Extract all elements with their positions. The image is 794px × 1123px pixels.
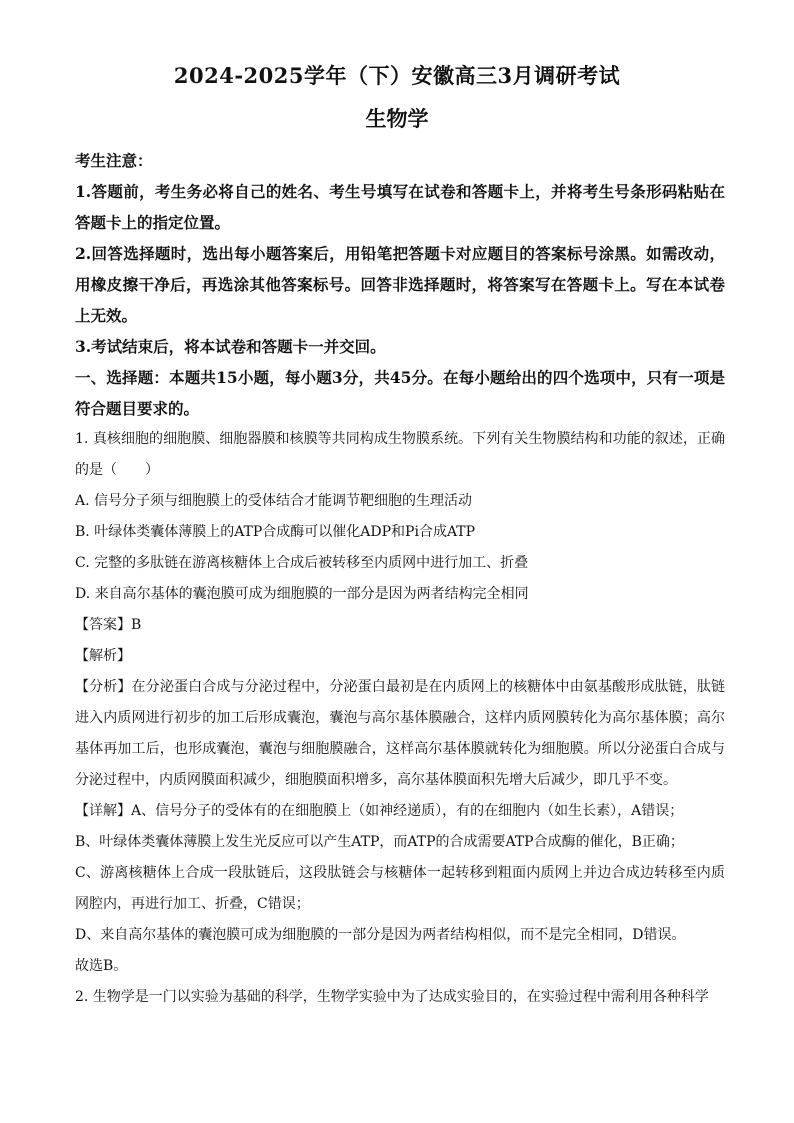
option-b: B. 叶绿体类囊体薄膜上的ATP合成酶可以催化ADP和Pi合成ATP <box>75 524 476 540</box>
fenxi-label: 【分析】 <box>75 679 132 695</box>
xiangjie-label: 【详解】 <box>75 803 131 819</box>
xiangjie-d: D、来自高尔基体的囊泡膜可成为细胞膜的一部分是因为两者结构相似，而不是完全相同，D错误。 <box>75 927 686 943</box>
option-a: A. 信号分子须与细胞膜上的受体结合才能调节靶细胞的生理活动 <box>75 493 473 509</box>
answer-label: 【答案】 <box>75 617 131 633</box>
subject-title: 生物学 <box>365 106 429 131</box>
option-d: D. 来自高尔基体的囊泡膜可成为细胞膜的一部分是因为两者结构完全相同 <box>75 586 529 602</box>
page-title: 2024-2025学年（下）安徽高三3月调研考试 <box>173 63 621 88</box>
fenxi-paragraph <box>75 672 725 796</box>
notice-item-1: 1.答题前，考生务必将自己的姓名、考生号填写在试卷和答题卡上，并将考生号条形码粘贴在答题卡上的指定位置。 <box>75 182 725 232</box>
fenxi-text: 在分泌蛋白合成与分泌过程中，分泌蛋白最初是在内质网上的核糖体中由氨基酸形成肽链，肽链进入内质网进行初步的加工后形成囊泡，囊泡与高尔基体膜融合，这样内质网膜转化为高尔基体膜；高尔基体再加工后，也形成囊泡，囊泡与细胞膜融合，这样高尔基体膜就转化为细胞膜。所以分泌蛋白合成与分泌过程中，内质网膜面积减少，细胞膜面积增多，高尔基体膜面积先增大后减少，即几乎不变。 <box>75 679 726 788</box>
notice-item-3: 3.考试结束后，将本试卷和答题卡一并交回。 <box>75 337 386 356</box>
xiangjie-a-text: A、信号分子的受体有的在细胞膜上（如神经递质），有的在细胞内（如生长素），A错误； <box>131 803 684 819</box>
question-stem: 1. 真核细胞的细胞膜、细胞器膜和核膜等共同构成生物膜系统。下列有关生物膜结构和功能的叙述，正确的是（ ） <box>75 431 725 478</box>
question-2-stem: 2. 生物学是一门以实验为基础的科学，生物学实验中为了达成实验目的，在实验过程中需利用各种科学 <box>75 989 709 1005</box>
conclusion: 故选B。 <box>75 958 128 974</box>
notice-block <box>75 145 725 424</box>
notice-heading: 考生注意： <box>75 151 153 170</box>
analysis-label: 【解析】 <box>75 648 131 664</box>
question-1 <box>75 424 725 1013</box>
page-content <box>75 145 725 1013</box>
xiangjie-c: C、游离核糖体上合成一段肽链后，这段肽链会与核糖体一起转移到粗面内质网上并边合成边转移至内质网腔内，再进行加工、折叠，C错误； <box>75 865 725 912</box>
xiangjie-a <box>75 796 725 827</box>
answer-value: B <box>131 617 142 633</box>
section-heading: 一、选择题：本题共15小题，每小题3分，共45分。在每小题给出的四个选项中，只有一项是符合题目要求的。 <box>75 368 725 418</box>
xiangjie-b: B、叶绿体类囊体薄膜上发生光反应可以产生ATP，而ATP的合成需要ATP合成酶的催化，B正确； <box>75 834 684 850</box>
option-c: C. 完整的多肽链在游离核糖体上合成后被转移至内质网中进行加工、折叠 <box>75 555 529 571</box>
notice-item-2: 2.回答选择题时，选出每小题答案后，用铅笔把答题卡对应题目的答案标号涂黑。如需改动，用橡皮擦干净后，再选涂其他答案标号。回答非选择题时，将答案写在答题卡上。写在本试卷上无效。 <box>75 244 725 325</box>
answer-line <box>75 610 725 641</box>
